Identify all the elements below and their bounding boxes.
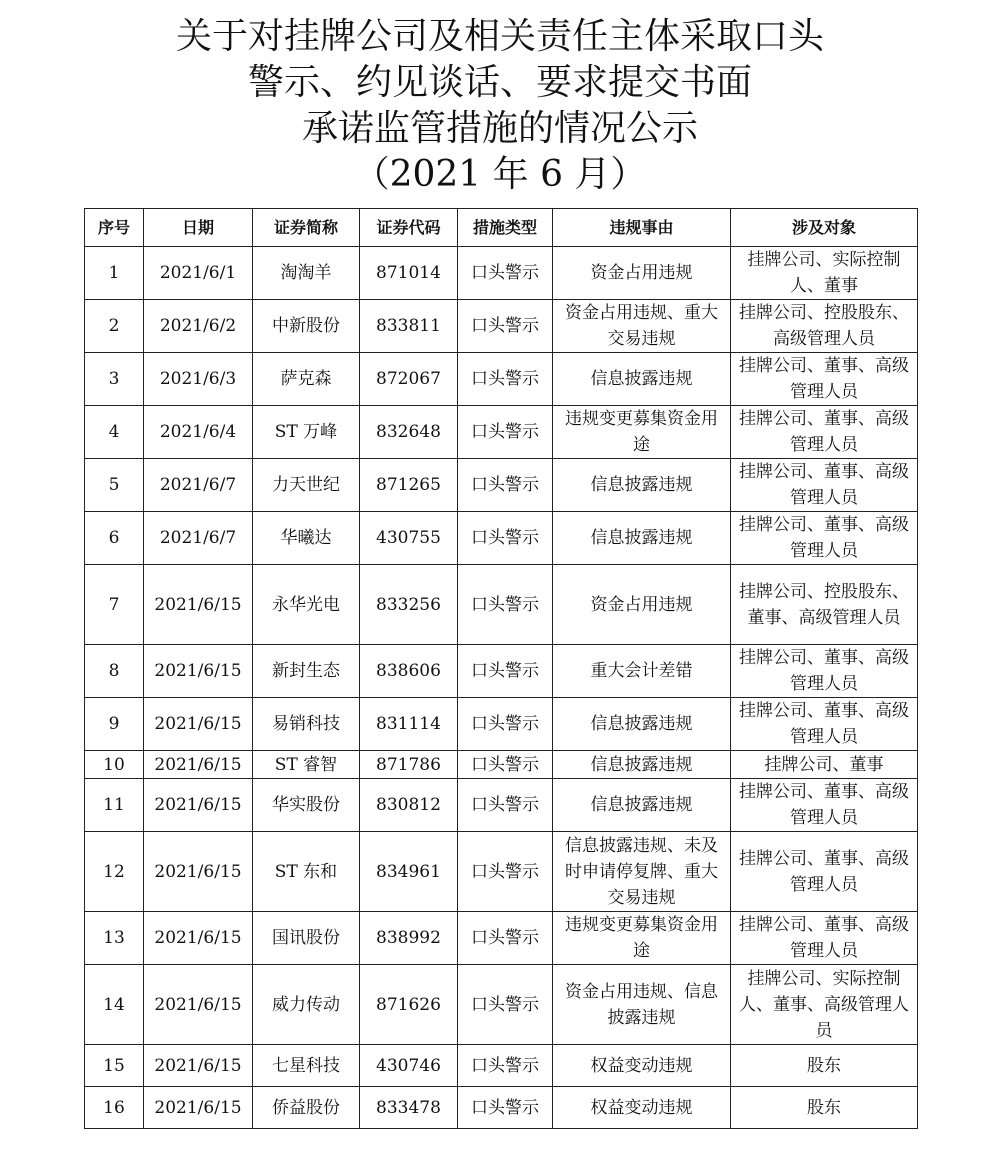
row-no: 15 bbox=[85, 1045, 144, 1087]
row-name: 新封生态 bbox=[253, 645, 360, 698]
row-measure: 口头警示 bbox=[458, 912, 553, 965]
row-target: 挂牌公司、董事、高级管理人员 bbox=[731, 832, 918, 912]
row-date: 2021/6/15 bbox=[144, 1087, 253, 1129]
table-row bbox=[85, 912, 918, 965]
row-no: 3 bbox=[85, 353, 144, 406]
row-no: 13 bbox=[85, 912, 144, 965]
table-row bbox=[85, 779, 918, 832]
row-measure: 口头警示 bbox=[458, 247, 553, 300]
row-target: 挂牌公司、控股股东、高级管理人员 bbox=[731, 300, 918, 353]
row-no: 7 bbox=[85, 565, 144, 645]
row-reason: 信息披露违规 bbox=[553, 353, 731, 406]
row-code: 832648 bbox=[360, 406, 458, 459]
row-reason: 重大会计差错 bbox=[553, 645, 731, 698]
row-name: ST 东和 bbox=[253, 832, 360, 912]
row-target: 挂牌公司、实际控制人、董事、高级管理人员 bbox=[731, 965, 918, 1045]
row-date: 2021/6/2 bbox=[144, 300, 253, 353]
row-target: 挂牌公司、董事、高级管理人员 bbox=[731, 459, 918, 512]
table-row bbox=[85, 406, 918, 459]
row-target: 挂牌公司、控股股东、董事、高级管理人员 bbox=[731, 565, 918, 645]
row-code: 833811 bbox=[360, 300, 458, 353]
row-name: ST 睿智 bbox=[253, 751, 360, 779]
row-target: 挂牌公司、董事、高级管理人员 bbox=[731, 353, 918, 406]
row-reason: 资金占用违规 bbox=[553, 247, 731, 300]
row-date: 2021/6/7 bbox=[144, 512, 253, 565]
table-row bbox=[85, 751, 918, 779]
row-no: 12 bbox=[85, 832, 144, 912]
row-target: 挂牌公司、董事 bbox=[731, 751, 918, 779]
table-row bbox=[85, 459, 918, 512]
table-row bbox=[85, 1087, 918, 1129]
row-name: 侨益股份 bbox=[253, 1087, 360, 1129]
row-no: 5 bbox=[85, 459, 144, 512]
row-date: 2021/6/7 bbox=[144, 459, 253, 512]
row-code: 831114 bbox=[360, 698, 458, 751]
title-line-4: （2021 年 6 月） bbox=[353, 154, 647, 195]
row-code: 871786 bbox=[360, 751, 458, 779]
row-no: 1 bbox=[85, 247, 144, 300]
header-code: 证券代码 bbox=[360, 209, 458, 247]
row-code: 871014 bbox=[360, 247, 458, 300]
table-row bbox=[85, 247, 918, 300]
row-target: 挂牌公司、董事、高级管理人员 bbox=[731, 912, 918, 965]
row-no: 4 bbox=[85, 406, 144, 459]
row-code: 833256 bbox=[360, 565, 458, 645]
row-measure: 口头警示 bbox=[458, 779, 553, 832]
title-line-2: 警示、约见谈话、要求提交书面 bbox=[247, 62, 752, 103]
row-target: 挂牌公司、董事、高级管理人员 bbox=[731, 512, 918, 565]
row-date: 2021/6/15 bbox=[144, 565, 253, 645]
row-reason: 信息披露违规 bbox=[553, 779, 731, 832]
row-reason: 资金占用违规、信息披露违规 bbox=[553, 965, 731, 1045]
row-no: 16 bbox=[85, 1087, 144, 1129]
row-no: 11 bbox=[85, 779, 144, 832]
header-date: 日期 bbox=[144, 209, 253, 247]
row-target: 股东 bbox=[731, 1045, 918, 1087]
row-code: 430746 bbox=[360, 1045, 458, 1087]
row-reason: 信息披露违规 bbox=[553, 512, 731, 565]
row-measure: 口头警示 bbox=[458, 832, 553, 912]
row-measure: 口头警示 bbox=[458, 645, 553, 698]
table-row bbox=[85, 645, 918, 698]
row-name: 永华光电 bbox=[253, 565, 360, 645]
table-row bbox=[85, 565, 918, 645]
row-target: 挂牌公司、董事、高级管理人员 bbox=[731, 406, 918, 459]
row-name: 淘淘羊 bbox=[253, 247, 360, 300]
row-measure: 口头警示 bbox=[458, 1045, 553, 1087]
row-name: 萨克森 bbox=[253, 353, 360, 406]
header-reason: 违规事由 bbox=[553, 209, 731, 247]
header-no: 序号 bbox=[85, 209, 144, 247]
row-reason: 信息披露违规 bbox=[553, 459, 731, 512]
row-measure: 口头警示 bbox=[458, 353, 553, 406]
row-target: 挂牌公司、董事、高级管理人员 bbox=[731, 645, 918, 698]
row-reason: 资金占用违规 bbox=[553, 565, 731, 645]
row-reason: 资金占用违规、重大交易违规 bbox=[553, 300, 731, 353]
row-measure: 口头警示 bbox=[458, 698, 553, 751]
row-no: 9 bbox=[85, 698, 144, 751]
row-measure: 口头警示 bbox=[458, 751, 553, 779]
row-name: 力天世纪 bbox=[253, 459, 360, 512]
row-name: 中新股份 bbox=[253, 300, 360, 353]
row-measure: 口头警示 bbox=[458, 406, 553, 459]
row-date: 2021/6/15 bbox=[144, 698, 253, 751]
header-name: 证券简称 bbox=[253, 209, 360, 247]
row-measure: 口头警示 bbox=[458, 1087, 553, 1129]
row-name: 威力传动 bbox=[253, 965, 360, 1045]
row-target: 挂牌公司、董事、高级管理人员 bbox=[731, 698, 918, 751]
row-date: 2021/6/15 bbox=[144, 832, 253, 912]
title-line-1: 关于对挂牌公司及相关责任主体采取口头 bbox=[175, 16, 824, 57]
row-date: 2021/6/1 bbox=[144, 247, 253, 300]
row-no: 2 bbox=[85, 300, 144, 353]
table-row bbox=[85, 965, 918, 1045]
row-reason: 违规变更募集资金用途 bbox=[553, 406, 731, 459]
row-date: 2021/6/15 bbox=[144, 965, 253, 1045]
row-no: 8 bbox=[85, 645, 144, 698]
row-code: 872067 bbox=[360, 353, 458, 406]
measures-table bbox=[84, 208, 918, 1129]
row-date: 2021/6/3 bbox=[144, 353, 253, 406]
table-header-row bbox=[85, 209, 918, 247]
row-code: 430755 bbox=[360, 512, 458, 565]
row-date: 2021/6/15 bbox=[144, 779, 253, 832]
row-measure: 口头警示 bbox=[458, 459, 553, 512]
row-name: 易销科技 bbox=[253, 698, 360, 751]
row-reason: 信息披露违规 bbox=[553, 698, 731, 751]
row-date: 2021/6/15 bbox=[144, 1045, 253, 1087]
table-row bbox=[85, 1045, 918, 1087]
row-no: 14 bbox=[85, 965, 144, 1045]
row-date: 2021/6/4 bbox=[144, 406, 253, 459]
table-row bbox=[85, 698, 918, 751]
row-reason: 权益变动违规 bbox=[553, 1045, 731, 1087]
row-no: 6 bbox=[85, 512, 144, 565]
row-name: 华实股份 bbox=[253, 779, 360, 832]
row-reason: 信息披露违规、未及时申请停复牌、重大交易违规 bbox=[553, 832, 731, 912]
header-target: 涉及对象 bbox=[731, 209, 918, 247]
table-row bbox=[85, 832, 918, 912]
row-target: 挂牌公司、董事、高级管理人员 bbox=[731, 779, 918, 832]
row-target: 挂牌公司、实际控制人、董事 bbox=[731, 247, 918, 300]
row-name: 七星科技 bbox=[253, 1045, 360, 1087]
row-code: 838992 bbox=[360, 912, 458, 965]
row-code: 871265 bbox=[360, 459, 458, 512]
row-measure: 口头警示 bbox=[458, 565, 553, 645]
row-measure: 口头警示 bbox=[458, 965, 553, 1045]
row-code: 834961 bbox=[360, 832, 458, 912]
row-name: ST 万峰 bbox=[253, 406, 360, 459]
row-code: 833478 bbox=[360, 1087, 458, 1129]
document-title bbox=[0, 14, 1000, 198]
row-target: 股东 bbox=[731, 1087, 918, 1129]
row-name: 华曦达 bbox=[253, 512, 360, 565]
row-code: 871626 bbox=[360, 965, 458, 1045]
row-reason: 违规变更募集资金用途 bbox=[553, 912, 731, 965]
row-code: 838606 bbox=[360, 645, 458, 698]
row-no: 10 bbox=[85, 751, 144, 779]
row-reason: 信息披露违规 bbox=[553, 751, 731, 779]
row-name: 国讯股份 bbox=[253, 912, 360, 965]
table-row bbox=[85, 353, 918, 406]
row-measure: 口头警示 bbox=[458, 512, 553, 565]
table-row bbox=[85, 512, 918, 565]
row-measure: 口头警示 bbox=[458, 300, 553, 353]
row-date: 2021/6/15 bbox=[144, 645, 253, 698]
table-row bbox=[85, 300, 918, 353]
row-code: 830812 bbox=[360, 779, 458, 832]
row-date: 2021/6/15 bbox=[144, 751, 253, 779]
row-reason: 权益变动违规 bbox=[553, 1087, 731, 1129]
header-measure: 措施类型 bbox=[458, 209, 553, 247]
row-date: 2021/6/15 bbox=[144, 912, 253, 965]
title-line-3: 承诺监管措施的情况公示 bbox=[301, 108, 698, 149]
